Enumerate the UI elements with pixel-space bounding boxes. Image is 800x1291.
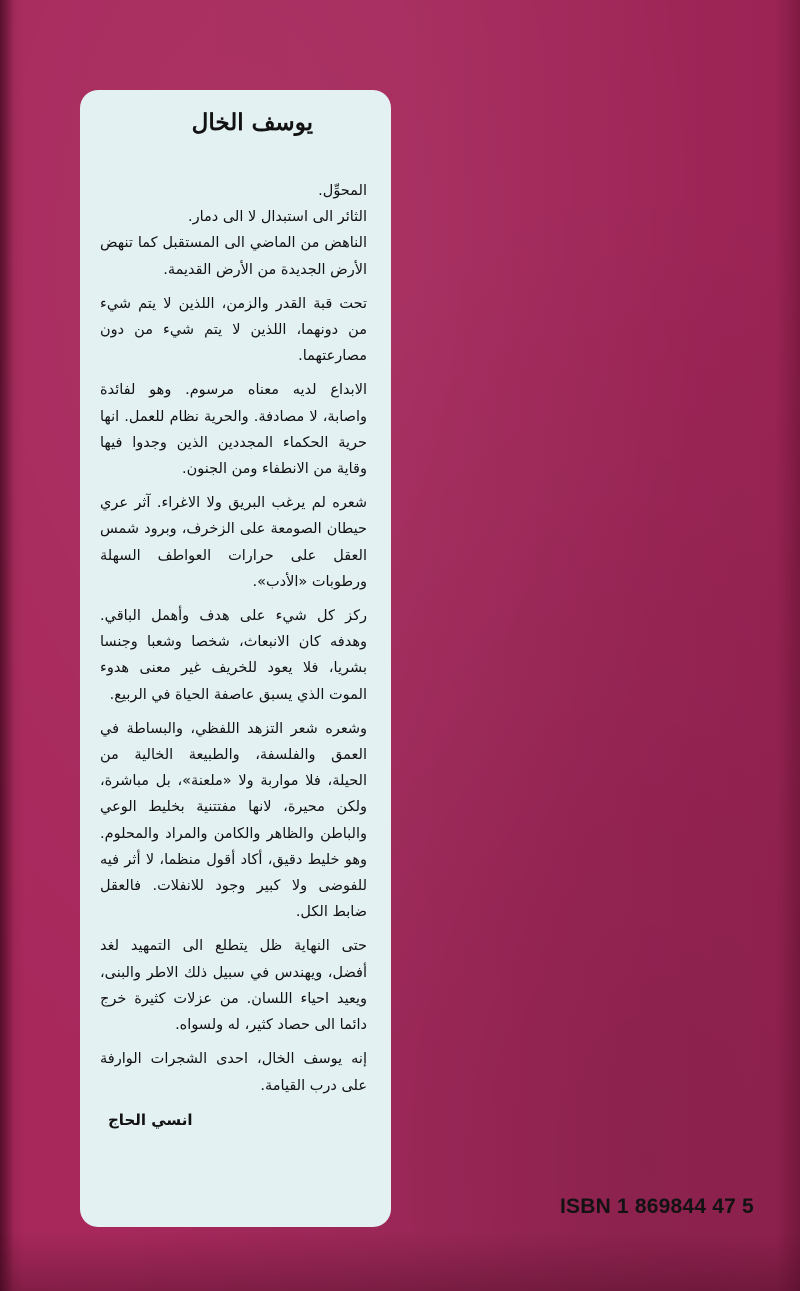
blurb-text: [100, 178, 367, 1099]
blurb-paragraph-2: تحت قبة القدر والزمن، اللذين لا يتم شيء من دونهما، اللذين لا يتم شيء من دون مصارعتهما.: [100, 295, 367, 365]
blurb-paragraph-1: المحوِّل. الثائر الى استبدال لا الى دمار. الناهض من الماضي الى المستقبل كما تنهض الأرض الجديدة من الأرض القديمة.: [100, 183, 367, 278]
blurb-paragraph-5: ركز كل شيء على هدف وأهمل الباقي. وهدفه كان الانبعاث، شخصا وشعبا وجنسا بشريا، فلا يعود للخريف غير معنى هدوء الموت الذي يسبق عاصفة الحياة في الربيع.: [100, 608, 367, 703]
cover-wear-shade: [0, 1231, 800, 1291]
isbn-number: ISBN 1 869844 47 5: [560, 1195, 754, 1218]
blurb-paragraph-4: شعره لم يرغب البريق ولا الاغراء. آثر عري حيطان الصومعة على الزخرف، وبرود شمس العقل على حرارات العواطف السهلة ورطوبات «الأدب».: [100, 495, 367, 590]
author-title: يوسف الخال: [191, 109, 313, 136]
blurb-paragraph-7: حتى النهاية ظل يتطلع الى التمهيد لغد أفضل، ويهندس في سبيل ذلك الاطر والبنى، ويعيد احياء اللسان. من عزلات كثيرة خرج دائما الى حصاد كثير، له ولسواه.: [100, 938, 367, 1034]
spine-shadow: [0, 0, 14, 1291]
blurb-paragraph-3: الابداع لديه معناه مرسوم. وهو لفائدة واصابة، لا مصادفة. والحرية نظام للعمل. انها حرية الحكماء المجددين الذين وجدوا فيها وقاية من الانطفاء ومن الجنون.: [100, 382, 367, 478]
blurb-paragraph-8: إنه يوسف الخال، احدى الشجرات الوارفة على درب القيامة.: [100, 1051, 367, 1094]
blurb-paragraph-6: وشعره شعر التزهد اللفظي، والبساطة في العمق والفلسفة، والطبيعة الخالية من الحيلة، فلا مواربة ولا «ملعنة»، بل مباشرة، ولكن محيرة، لانها مفتتنية بخليط الوعي والباطن والظاهر والكامن والمراد والمحلوم. وهو خليط دقيق، أكاد أقول منظما، لا أثر فيه للفوضى ولا كبير وجود للانفلات. فالعقل ضابط الكل.: [100, 720, 367, 921]
blurb-panel: [80, 90, 391, 1227]
signature: انسي الحاج: [108, 1110, 193, 1129]
